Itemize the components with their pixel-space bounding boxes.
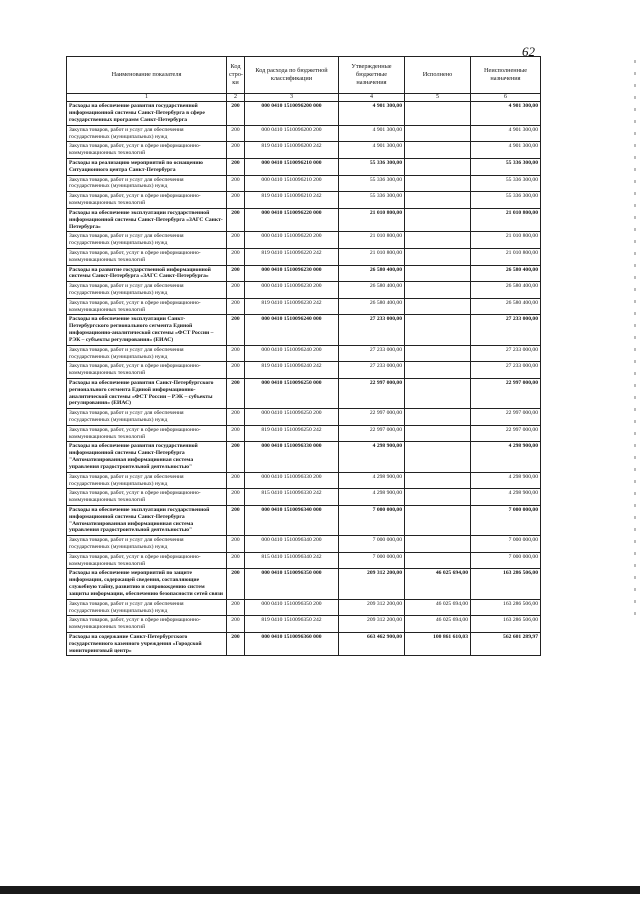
approved-amount-cell: 27 233 000,00 <box>339 362 405 379</box>
line-code-cell: 200 <box>227 192 245 209</box>
classification-code-cell: 819 0410 1510096200 242 <box>245 142 339 159</box>
unexecuted-amount-cell: 26 580 400,00 <box>471 298 541 315</box>
unexecuted-amount-cell: 163 286 506,00 <box>471 599 541 616</box>
classification-code-cell: 819 0410 1510096250 242 <box>245 425 339 442</box>
unexecuted-amount-cell: 26 580 400,00 <box>471 265 541 282</box>
line-code-cell: 200 <box>227 232 245 249</box>
column-number: 5 <box>405 94 471 102</box>
indicator-name-cell: Расходы на обеспечение развития государственной информационной системы Санкт-Петербурга в сфере государственных программ Санкт-Петербурга <box>67 102 227 125</box>
line-code-cell: 200 <box>227 175 245 192</box>
approved-amount-cell: 4 298 900,00 <box>339 442 405 472</box>
approved-amount-cell: 4 901 300,00 <box>339 102 405 125</box>
indicator-name-cell: Расходы на обеспечение мероприятий по защите информации, содержащей сведения, составляющие служебную тайну, развитию и сопровождению систем защиты информации, обеспечению безопасности сетей связи <box>67 569 227 599</box>
indicator-name-cell: Закупка товаров, работ, услуг в сфере информационно-коммуникационных технологий <box>67 362 227 379</box>
line-code-cell: 200 <box>227 282 245 299</box>
line-code-cell: 200 <box>227 298 245 315</box>
indicator-name-cell: Закупка товаров, работ, услуг в сфере информационно-коммуникационных технологий <box>67 192 227 209</box>
indicator-name-cell: Расходы на обеспечение эксплуатации государственной информационной системы Санкт-Петербурга "Автоматизированная информационная система управления градостроительной деятельностью" <box>67 505 227 535</box>
approved-amount-cell: 55 336 300,00 <box>339 175 405 192</box>
approved-amount-cell: 21 010 800,00 <box>339 208 405 231</box>
table-row <box>67 175 541 192</box>
approved-amount-cell: 21 010 800,00 <box>339 232 405 249</box>
column-number: 3 <box>245 94 339 102</box>
line-code-cell: 200 <box>227 505 245 535</box>
line-code-cell: 200 <box>227 569 245 599</box>
indicator-name-cell: Закупка товаров, работ, услуг в сфере информационно-коммуникационных технологий <box>67 552 227 569</box>
indicator-name-cell: Закупка товаров, работ, услуг в сфере информационно-коммуникационных технологий <box>67 489 227 506</box>
executed-amount-cell <box>405 232 471 249</box>
table-row <box>67 632 541 655</box>
approved-amount-cell: 55 336 300,00 <box>339 159 405 176</box>
line-code-cell: 200 <box>227 208 245 231</box>
classification-code-cell: 000 0410 1510096230 000 <box>245 265 339 282</box>
table-row <box>67 378 541 408</box>
table-row <box>67 232 541 249</box>
table-row <box>67 248 541 265</box>
line-code-cell: 200 <box>227 552 245 569</box>
unexecuted-amount-cell: 4 298 900,00 <box>471 472 541 489</box>
approved-amount-cell: 27 233 000,00 <box>339 315 405 345</box>
indicator-name-cell: Расходы на реализацию мероприятий по оснащению Ситуационного центра Санкт-Петербурга <box>67 159 227 176</box>
indicator-name-cell: Закупка товаров, работ, услуг в сфере информационно-коммуникационных технологий <box>67 616 227 633</box>
executed-amount-cell <box>405 345 471 362</box>
scan-edge-marks <box>634 60 636 620</box>
line-code-cell: 200 <box>227 315 245 345</box>
unexecuted-amount-cell: 55 336 300,00 <box>471 192 541 209</box>
classification-code-cell: 000 0410 1510096350 000 <box>245 569 339 599</box>
approved-amount-cell: 21 010 800,00 <box>339 248 405 265</box>
executed-amount-cell <box>405 409 471 426</box>
approved-amount-cell: 4 901 300,00 <box>339 142 405 159</box>
line-code-cell: 200 <box>227 265 245 282</box>
table-header-row <box>67 57 541 94</box>
header-line-code: Код стро-ки <box>227 57 245 94</box>
executed-amount-cell <box>405 362 471 379</box>
unexecuted-amount-cell: 4 298 900,00 <box>471 442 541 472</box>
unexecuted-amount-cell: 21 010 800,00 <box>471 232 541 249</box>
indicator-name-cell: Закупка товаров, работ и услуг для обеспечения государственных (муниципальных) нужд <box>67 345 227 362</box>
approved-amount-cell: 209 312 200,00 <box>339 569 405 599</box>
unexecuted-amount-cell: 21 010 800,00 <box>471 208 541 231</box>
table-row <box>67 159 541 176</box>
unexecuted-amount-cell: 27 233 000,00 <box>471 345 541 362</box>
executed-amount-cell <box>405 298 471 315</box>
indicator-name-cell: Закупка товаров, работ и услуг для обеспечения государственных (муниципальных) нужд <box>67 282 227 299</box>
unexecuted-amount-cell: 4 901 300,00 <box>471 125 541 142</box>
classification-code-cell: 000 0410 1510096240 000 <box>245 315 339 345</box>
unexecuted-amount-cell: 4 298 900,00 <box>471 489 541 506</box>
approved-amount-cell: 7 000 000,00 <box>339 505 405 535</box>
approved-amount-cell: 26 580 400,00 <box>339 265 405 282</box>
indicator-name-cell: Закупка товаров, работ и услуг для обеспечения государственных (муниципальных) нужд <box>67 599 227 616</box>
classification-code-cell: 000 0410 1510096350 200 <box>245 599 339 616</box>
classification-code-cell: 000 0410 1510096220 000 <box>245 208 339 231</box>
header-unexecuted: Неисполненные назначения <box>471 57 541 94</box>
approved-amount-cell: 27 233 000,00 <box>339 345 405 362</box>
executed-amount-cell <box>405 142 471 159</box>
approved-amount-cell: 22 997 000,00 <box>339 378 405 408</box>
unexecuted-amount-cell: 55 336 300,00 <box>471 175 541 192</box>
executed-amount-cell <box>405 265 471 282</box>
table-row <box>67 282 541 299</box>
executed-amount-cell: 46 025 694,00 <box>405 599 471 616</box>
line-code-cell: 200 <box>227 489 245 506</box>
classification-code-cell: 000 0410 1510096240 200 <box>245 345 339 362</box>
unexecuted-amount-cell: 55 336 300,00 <box>471 159 541 176</box>
line-code-cell: 200 <box>227 616 245 633</box>
indicator-name-cell: Расходы на обеспечение развития государственной информационной системы Санкт-Петербурга "Автоматизированная информационная система управления градостроительной деятельностью" <box>67 442 227 472</box>
unexecuted-amount-cell: 4 901 300,00 <box>471 102 541 125</box>
table-row <box>67 569 541 599</box>
unexecuted-amount-cell: 22 997 000,00 <box>471 378 541 408</box>
classification-code-cell: 819 0410 1510096210 242 <box>245 192 339 209</box>
executed-amount-cell <box>405 378 471 408</box>
header-indicator-name: Наименование показателя <box>67 57 227 94</box>
executed-amount-cell <box>405 505 471 535</box>
table-row <box>67 345 541 362</box>
table-row <box>67 315 541 345</box>
classification-code-cell: 000 0410 1510096330 000 <box>245 442 339 472</box>
classification-code-cell: 815 0410 1510096330 242 <box>245 489 339 506</box>
executed-amount-cell: 46 025 694,00 <box>405 616 471 633</box>
table-row <box>67 489 541 506</box>
budget-execution-table <box>66 56 541 656</box>
executed-amount-cell <box>405 315 471 345</box>
column-number: 6 <box>471 94 541 102</box>
approved-amount-cell: 209 312 200,00 <box>339 616 405 633</box>
approved-amount-cell: 26 580 400,00 <box>339 298 405 315</box>
classification-code-cell: 000 0410 1510096250 000 <box>245 378 339 408</box>
indicator-name-cell: Расходы на обеспечение эксплуатации Санкт-Петербургского регионального сегмента Единой информационно-аналитической системы «ФСТ России – РЭК – субъекты регулирования» (ЕИАС) <box>67 315 227 345</box>
executed-amount-cell <box>405 472 471 489</box>
unexecuted-amount-cell: 27 233 000,00 <box>471 315 541 345</box>
approved-amount-cell: 4 901 300,00 <box>339 125 405 142</box>
column-number: 4 <box>339 94 405 102</box>
line-code-cell: 200 <box>227 345 245 362</box>
unexecuted-amount-cell: 4 901 300,00 <box>471 142 541 159</box>
classification-code-cell: 000 0410 1510096340 200 <box>245 536 339 553</box>
table-row <box>67 536 541 553</box>
approved-amount-cell: 209 312 200,00 <box>339 599 405 616</box>
unexecuted-amount-cell: 7 000 000,00 <box>471 536 541 553</box>
executed-amount-cell: 46 025 694,00 <box>405 569 471 599</box>
indicator-name-cell: Закупка товаров, работ, услуг в сфере информационно-коммуникационных технологий <box>67 298 227 315</box>
indicator-name-cell: Закупка товаров, работ и услуг для обеспечения государственных (муниципальных) нужд <box>67 409 227 426</box>
executed-amount-cell <box>405 248 471 265</box>
executed-amount-cell <box>405 282 471 299</box>
indicator-name-cell: Закупка товаров, работ, услуг в сфере информационно-коммуникационных технологий <box>67 248 227 265</box>
unexecuted-amount-cell: 21 010 800,00 <box>471 248 541 265</box>
classification-code-cell: 000 0410 1510096330 200 <box>245 472 339 489</box>
column-number-row <box>67 94 541 102</box>
executed-amount-cell <box>405 442 471 472</box>
line-code-cell: 200 <box>227 536 245 553</box>
approved-amount-cell: 4 298 900,00 <box>339 472 405 489</box>
header-approved: Утвержденные бюджетные назначения <box>339 57 405 94</box>
executed-amount-cell <box>405 536 471 553</box>
executed-amount-cell <box>405 159 471 176</box>
classification-code-cell: 000 0410 1510096360 000 <box>245 632 339 655</box>
approved-amount-cell: 26 580 400,00 <box>339 282 405 299</box>
executed-amount-cell <box>405 102 471 125</box>
indicator-name-cell: Закупка товаров, работ и услуг для обеспечения государственных (муниципальных) нужд <box>67 125 227 142</box>
indicator-name-cell: Закупка товаров, работ и услуг для обеспечения государственных (муниципальных) нужд <box>67 232 227 249</box>
line-code-cell: 200 <box>227 425 245 442</box>
approved-amount-cell: 22 997 000,00 <box>339 425 405 442</box>
indicator-name-cell: Закупка товаров, работ и услуг для обеспечения государственных (муниципальных) нужд <box>67 536 227 553</box>
table-row <box>67 442 541 472</box>
classification-code-cell: 000 0410 1510096220 200 <box>245 232 339 249</box>
executed-amount-cell <box>405 425 471 442</box>
classification-code-cell: 000 0410 1510096200 200 <box>245 125 339 142</box>
scan-bottom-band <box>0 886 640 894</box>
line-code-cell: 200 <box>227 442 245 472</box>
indicator-name-cell: Расходы на обеспечение эксплуатации государственной информационной системы Санкт-Петербурга «ЗАГС Санкт-Петербурга» <box>67 208 227 231</box>
executed-amount-cell <box>405 552 471 569</box>
classification-code-cell: 819 0410 1510096240 242 <box>245 362 339 379</box>
line-code-cell: 200 <box>227 362 245 379</box>
approved-amount-cell: 7 000 000,00 <box>339 536 405 553</box>
table-row <box>67 616 541 633</box>
classification-code-cell: 000 0410 1510096340 000 <box>245 505 339 535</box>
approved-amount-cell: 4 298 900,00 <box>339 489 405 506</box>
unexecuted-amount-cell: 7 000 000,00 <box>471 505 541 535</box>
table-row <box>67 192 541 209</box>
column-number: 2 <box>227 94 245 102</box>
indicator-name-cell: Закупка товаров, работ, услуг в сфере информационно-коммуникационных технологий <box>67 425 227 442</box>
classification-code-cell: 000 0410 1510096230 200 <box>245 282 339 299</box>
table-row <box>67 102 541 125</box>
approved-amount-cell: 55 336 300,00 <box>339 192 405 209</box>
line-code-cell: 200 <box>227 472 245 489</box>
indicator-name-cell: Закупка товаров, работ и услуг для обеспечения государственных (муниципальных) нужд <box>67 472 227 489</box>
classification-code-cell: 819 0410 1510096220 242 <box>245 248 339 265</box>
line-code-cell: 200 <box>227 599 245 616</box>
unexecuted-amount-cell: 562 601 289,97 <box>471 632 541 655</box>
unexecuted-amount-cell: 7 000 000,00 <box>471 552 541 569</box>
line-code-cell: 200 <box>227 142 245 159</box>
executed-amount-cell <box>405 208 471 231</box>
classification-code-cell: 000 0410 1510096200 000 <box>245 102 339 125</box>
line-code-cell: 200 <box>227 125 245 142</box>
line-code-cell: 200 <box>227 632 245 655</box>
line-code-cell: 200 <box>227 409 245 426</box>
table-row <box>67 409 541 426</box>
classification-code-cell: 000 0410 1510096210 000 <box>245 159 339 176</box>
page-number: 62 <box>522 44 535 59</box>
table-row <box>67 505 541 535</box>
indicator-name-cell: Расходы на развитие государственной информационной системы Санкт-Петербурга «ЗАГС Санкт-Петербурга» <box>67 265 227 282</box>
unexecuted-amount-cell: 163 286 506,00 <box>471 616 541 633</box>
line-code-cell: 200 <box>227 102 245 125</box>
table-row <box>67 599 541 616</box>
executed-amount-cell: 100 861 610,03 <box>405 632 471 655</box>
unexecuted-amount-cell: 22 997 000,00 <box>471 425 541 442</box>
executed-amount-cell <box>405 192 471 209</box>
classification-code-cell: 815 0410 1510096340 242 <box>245 552 339 569</box>
table-row <box>67 425 541 442</box>
table-row <box>67 125 541 142</box>
classification-code-cell: 819 0410 1510096230 242 <box>245 298 339 315</box>
indicator-name-cell: Закупка товаров, работ и услуг для обеспечения государственных (муниципальных) нужд <box>67 175 227 192</box>
header-executed: Исполнено <box>405 57 471 94</box>
table-row <box>67 265 541 282</box>
executed-amount-cell <box>405 489 471 506</box>
table-row <box>67 472 541 489</box>
unexecuted-amount-cell: 22 997 000,00 <box>471 409 541 426</box>
table-row <box>67 208 541 231</box>
classification-code-cell: 000 0410 1510096250 200 <box>245 409 339 426</box>
unexecuted-amount-cell: 163 286 506,00 <box>471 569 541 599</box>
indicator-name-cell: Закупка товаров, работ, услуг в сфере информационно-коммуникационных технологий <box>67 142 227 159</box>
line-code-cell: 200 <box>227 248 245 265</box>
unexecuted-amount-cell: 27 233 000,00 <box>471 362 541 379</box>
line-code-cell: 200 <box>227 159 245 176</box>
header-classification-code: Код расхода по бюджетной классификации <box>245 57 339 94</box>
classification-code-cell: 000 0410 1510096210 200 <box>245 175 339 192</box>
line-code-cell: 200 <box>227 378 245 408</box>
table-row <box>67 298 541 315</box>
executed-amount-cell <box>405 125 471 142</box>
table-body <box>67 102 541 656</box>
indicator-name-cell: Расходы на обеспечение развития Санкт-Петербургского регионального сегмента Единой информационно-аналитической системы «ФСТ России – РЭК – субъекты регулирования» (ЕИАС) <box>67 378 227 408</box>
executed-amount-cell <box>405 175 471 192</box>
table-row <box>67 362 541 379</box>
approved-amount-cell: 7 000 000,00 <box>339 552 405 569</box>
indicator-name-cell: Расходы на содержание Санкт-Петербургского государственного казенного учреждения «Городской мониторинговый центр» <box>67 632 227 655</box>
column-number: 1 <box>67 94 227 102</box>
table-row <box>67 142 541 159</box>
approved-amount-cell: 22 997 000,00 <box>339 409 405 426</box>
classification-code-cell: 819 0410 1510096350 242 <box>245 616 339 633</box>
approved-amount-cell: 663 462 900,00 <box>339 632 405 655</box>
unexecuted-amount-cell: 26 580 400,00 <box>471 282 541 299</box>
table-row <box>67 552 541 569</box>
